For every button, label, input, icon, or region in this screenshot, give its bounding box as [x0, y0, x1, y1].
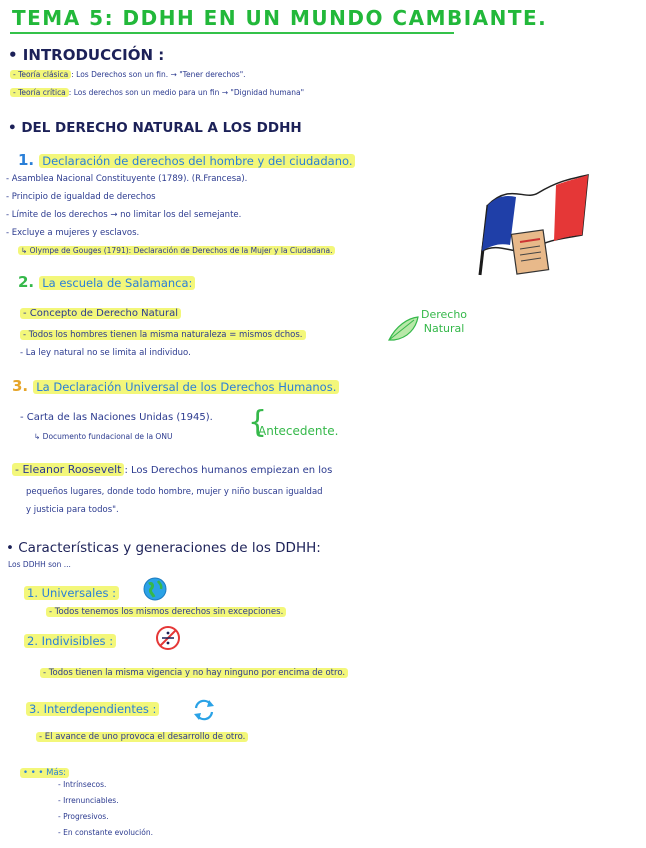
intro-text-1: : Los Derechos son un fin. → "Tener derechos". — [71, 70, 246, 79]
interdep-title: 3. Interdependientes : — [26, 702, 159, 716]
s1-item-3: - Límite de los derechos → no limitar los del semejante. — [6, 210, 242, 220]
section-1-title: Declaración de derechos del hombre y del ciudadano. — [39, 154, 355, 168]
brace-icon: { — [248, 405, 268, 440]
indivisible-title: 2. Indivisibles : — [24, 634, 116, 648]
s2-item-2 — [20, 330, 306, 340]
s3-note: ↳ Documento fundacional de la ONU — [34, 432, 173, 441]
mas-item-4: - En constante evolución. — [58, 828, 153, 837]
section-1-heading — [18, 150, 355, 169]
section-1-number: 1. — [18, 151, 35, 169]
universal-desc — [46, 607, 286, 617]
derecho-natural-line-2: Natural — [423, 322, 465, 335]
intro-heading: • INTRODUCCIÓN : — [8, 46, 165, 64]
roosevelt-name: - Eleanor Roosevelt — [12, 463, 124, 476]
leaf-icon — [386, 314, 420, 344]
universal-desc-text: - Todos tenemos los mismos derechos sin excepciones. — [46, 607, 286, 617]
mas-heading — [20, 760, 69, 779]
mas-item-2: - Irrenunciables. — [58, 796, 119, 805]
intro-line-1 — [10, 70, 246, 79]
roosevelt-line-1 — [12, 463, 332, 476]
mas-title: • • • Más: — [20, 768, 69, 778]
roosevelt-text-1: : Los Derechos humanos empiezan en los — [124, 465, 333, 476]
s2-item-2-text: - Todos los hombres tienen la misma naturaleza = mismos dchos. — [20, 330, 306, 340]
s1-item-2: - Principio de igualdad de derechos — [6, 192, 156, 202]
cycle-arrows-icon — [190, 696, 218, 724]
antecedente-label: Antecedente. — [258, 424, 339, 438]
globe-icon — [142, 576, 168, 602]
intro-text-2: : Los derechos son un medio para un fin → "Dignidad humana" — [68, 88, 305, 97]
document-icon — [510, 228, 552, 278]
mas-item-3: - Progresivos. — [58, 812, 109, 821]
natural-heading: • DEL DERECHO NATURAL A LOS DDHH — [8, 120, 302, 136]
caract-heading: • Características y generaciones de los DDHH: — [6, 540, 321, 556]
indivisible-desc — [40, 668, 348, 678]
section-2-number: 2. — [18, 273, 35, 291]
interdep-heading — [26, 698, 159, 717]
derecho-natural-label — [421, 308, 467, 336]
s3-item-1: - Carta de las Naciones Unidas (1945). — [20, 412, 213, 423]
s2-item-1 — [20, 308, 181, 319]
title-underline — [10, 32, 454, 34]
intro-term-1: - Teoría clásica — [10, 70, 71, 79]
indivisible-desc-text: - Todos tienen la misma vigencia y no hay ninguno por encima de otro. — [40, 668, 348, 678]
caract-intro: Los DDHH son ... — [8, 560, 71, 569]
s1-item-4: - Excluye a mujeres y esclavos. — [6, 228, 140, 238]
page-title: TEMA 5: DDHH EN UN MUNDO CAMBIANTE. — [12, 6, 548, 30]
interdep-desc — [36, 732, 248, 742]
s1-item-1: - Asamblea Nacional Constituyente (1789). (R.Francesa). — [6, 174, 248, 184]
universal-title: 1. Universales : — [24, 586, 119, 600]
section-2-heading — [18, 272, 195, 291]
section-2-title: La escuela de Salamanca: — [39, 276, 195, 290]
s1-note — [18, 246, 335, 255]
no-division-icon — [154, 624, 182, 652]
s1-note-text: ↳ Olympe de Gouges (1791): Declaración de Derechos de la Mujer y la Ciudadana. — [18, 246, 335, 255]
indivisible-heading — [24, 630, 116, 649]
interdep-desc-text: - El avance de uno provoca el desarrollo de otro. — [36, 732, 248, 742]
s2-item-1-text: - Concepto de Derecho Natural — [20, 308, 181, 319]
section-3-heading — [12, 376, 339, 395]
s2-item-3: - La ley natural no se limita al individuo. — [20, 348, 191, 358]
derecho-natural-line-1: Derecho — [421, 308, 468, 321]
section-3-title: La Declaración Universal de los Derechos Humanos. — [33, 380, 339, 394]
intro-line-2 — [10, 88, 304, 97]
section-3-number: 3. — [12, 377, 29, 395]
intro-term-2: - Teoría crítica — [10, 88, 69, 97]
mas-item-1: - Intrínsecos. — [58, 780, 107, 789]
universal-heading — [24, 582, 119, 601]
roosevelt-line-3: y justicia para todos". — [26, 505, 119, 515]
roosevelt-line-2: pequeños lugares, donde todo hombre, mujer y niño buscan igualdad — [26, 487, 323, 497]
